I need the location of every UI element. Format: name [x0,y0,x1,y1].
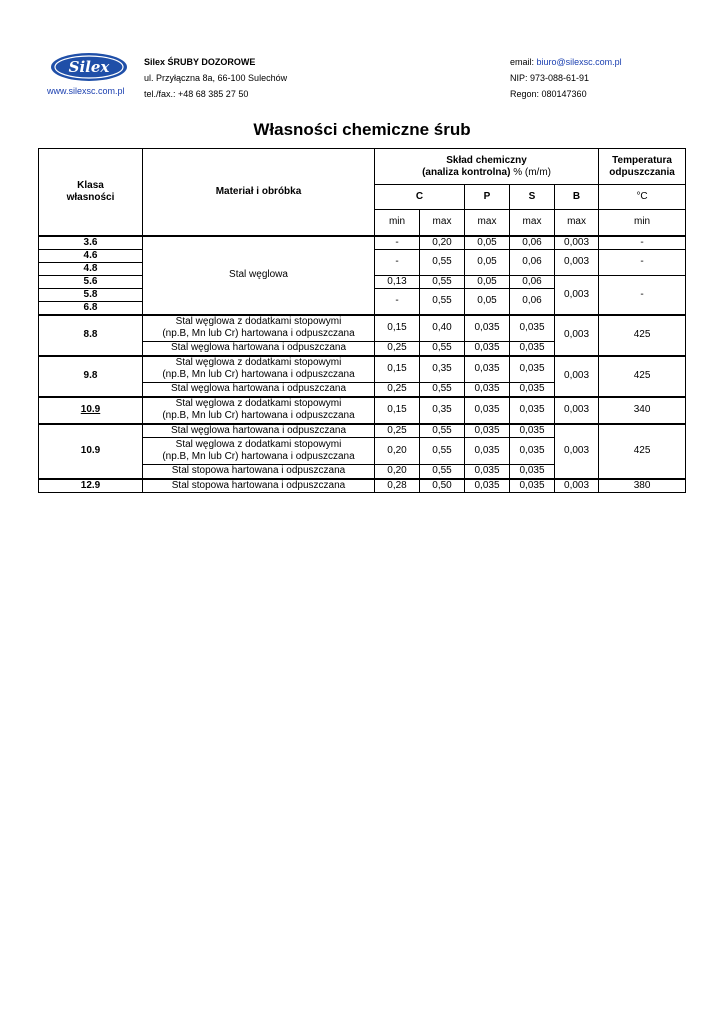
value-cell: - [599,236,686,250]
value-cell: 0,15 [375,397,420,424]
material-cell: Stal stopowa hartowana i odpuszczana [143,479,375,493]
value-cell: 0,55 [420,342,465,356]
value-cell: 0,003 [555,236,599,250]
document-header [0,0,724,110]
value-cell: 0,035 [510,424,555,438]
class-cell: 4.6 [39,249,143,262]
value-cell: 0,55 [420,288,465,315]
class-cell: 10.9 [39,397,143,424]
contact-info [510,54,622,102]
header-deg-c: °C [599,185,686,210]
regon: Regon: 080147360 [510,89,587,99]
class-cell: 4.8 [39,262,143,275]
value-cell: 0,035 [465,315,510,342]
value-cell: 0,035 [465,479,510,493]
value-cell: - [599,275,686,315]
material-cell: Stal węglowa z dodatkami stopowymi (np.B, Mn lub Cr) hartowana i odpuszczana [143,356,375,383]
class-cell: 12.9 [39,479,143,493]
temp-min-label: min [599,210,686,236]
value-cell: 0,003 [555,315,599,356]
value-cell: 0,003 [555,356,599,397]
email-line [510,54,622,70]
website-link[interactable]: www.silexsc.com.pl [47,86,125,96]
value-cell: 0,50 [420,479,465,493]
value-cell: 0,035 [465,383,510,397]
value-cell: 0,035 [465,397,510,424]
value-cell: 425 [599,315,686,356]
value-cell: 425 [599,356,686,397]
value-cell: 0,035 [510,465,555,479]
class-cell: 8.8 [39,315,143,356]
value-cell: 0,20 [420,236,465,250]
value-cell: 0,55 [420,383,465,397]
value-cell: 340 [599,397,686,424]
material-cell: Stal stopowa hartowana i odpuszczana [143,465,375,479]
value-cell: 0,003 [555,275,599,315]
page-title: Własności chemiczne śrub [253,120,471,139]
value-cell: 0,06 [510,288,555,315]
value-cell: 0,035 [465,356,510,383]
silex-logo [50,52,128,82]
material-cell: Stal węglowa z dodatkami stopowymi (np.B, Mn lub Cr) hartowana i odpuszczana [143,315,375,342]
value-cell: 0,55 [420,465,465,479]
s-max-label: max [510,210,555,236]
value-cell: 0,035 [510,342,555,356]
header-b: B [555,185,599,210]
chemical-properties-table [38,148,686,493]
value-cell: 425 [599,424,686,479]
value-cell: 0,035 [510,356,555,383]
value-cell: 0,035 [465,465,510,479]
class-cell: 10.9 [39,424,143,479]
header-c: C [375,185,465,210]
value-cell: 0,003 [555,479,599,493]
value-cell: 0,40 [420,315,465,342]
table-row [39,236,686,250]
value-cell: 0,35 [420,356,465,383]
value-cell: 380 [599,479,686,493]
class-cell: 5.6 [39,275,143,288]
nip: NIP: 973-088-61-91 [510,73,590,83]
value-cell: 0,55 [420,275,465,288]
material-cell: Stal węglowa hartowana i odpuszczana [143,383,375,397]
p-max-label: max [465,210,510,236]
value-cell: - [599,249,686,275]
value-cell: 0,25 [375,424,420,438]
value-cell: 0,35 [420,397,465,424]
table-row [39,424,686,438]
value-cell: 0,20 [375,465,420,479]
header-s: S [510,185,555,210]
class-cell: 5.8 [39,288,143,301]
table-row [39,479,686,493]
value-cell: 0,035 [465,424,510,438]
value-cell: 0,13 [375,275,420,288]
c-max-label: max [420,210,465,236]
value-cell: 0,035 [510,397,555,424]
header-composition: Skład chemiczny (analiza kontrolna) % (m/m) [375,149,599,185]
company-name: Silex ŚRUBY DOZOROWE [144,57,256,67]
material-cell: Stal węglowa hartowana i odpuszczana [143,342,375,356]
header-temperature: Temperatura odpuszczania [599,149,686,185]
value-cell: 0,15 [375,356,420,383]
value-cell: 0,05 [465,236,510,250]
table-row [39,397,686,424]
value-cell: 0,06 [510,275,555,288]
value-cell: 0,25 [375,342,420,356]
header-material: Materiał i obróbka [143,149,375,236]
class-cell: 6.8 [39,301,143,315]
table-row [39,315,686,342]
value-cell: 0,25 [375,383,420,397]
value-cell: 0,06 [510,249,555,275]
value-cell: 0,035 [510,438,555,465]
company-info [144,54,287,102]
value-cell: 0,20 [375,438,420,465]
email-link[interactable]: biuro@silexsc.com.pl [536,57,622,67]
svg-text:Silex: Silex [68,58,110,76]
value-cell: 0,55 [420,438,465,465]
value-cell: 0,003 [555,249,599,275]
c-min-label: min [375,210,420,236]
class-cell: 9.8 [39,356,143,397]
material-cell: Stal węglowa hartowana i odpuszczana [143,424,375,438]
email-label: email: [510,57,537,67]
value-cell: 0,035 [510,383,555,397]
value-cell: 0,035 [510,315,555,342]
header-p: P [465,185,510,210]
value-cell: 0,55 [420,424,465,438]
table-row [39,356,686,383]
value-cell: 0,05 [465,288,510,315]
material-cell: Stal węglowa z dodatkami stopowymi (np.B, Mn lub Cr) hartowana i odpuszczana [143,438,375,465]
value-cell: - [375,236,420,250]
value-cell: 0,06 [510,236,555,250]
value-cell: 0,05 [465,249,510,275]
material-cell: Stal węglowa [143,236,375,315]
material-cell: Stal węglowa z dodatkami stopowymi (np.B, Mn lub Cr) hartowana i odpuszczana [143,397,375,424]
value-cell: 0,003 [555,424,599,479]
value-cell: 0,05 [465,275,510,288]
value-cell: 0,55 [420,249,465,275]
company-phone: tel./fax.: +48 68 385 27 50 [144,89,249,99]
value-cell: 0,035 [465,342,510,356]
class-cell: 3.6 [39,236,143,250]
value-cell: 0,003 [555,397,599,424]
value-cell: 0,15 [375,315,420,342]
value-cell: - [375,249,420,275]
b-max-label: max [555,210,599,236]
value-cell: 0,035 [465,438,510,465]
value-cell: - [375,288,420,315]
value-cell: 0,28 [375,479,420,493]
company-address: ul. Przyłączna 8a, 66-100 Sulechów [144,73,288,83]
header-class: Klasa własności [39,149,143,236]
value-cell: 0,035 [510,479,555,493]
